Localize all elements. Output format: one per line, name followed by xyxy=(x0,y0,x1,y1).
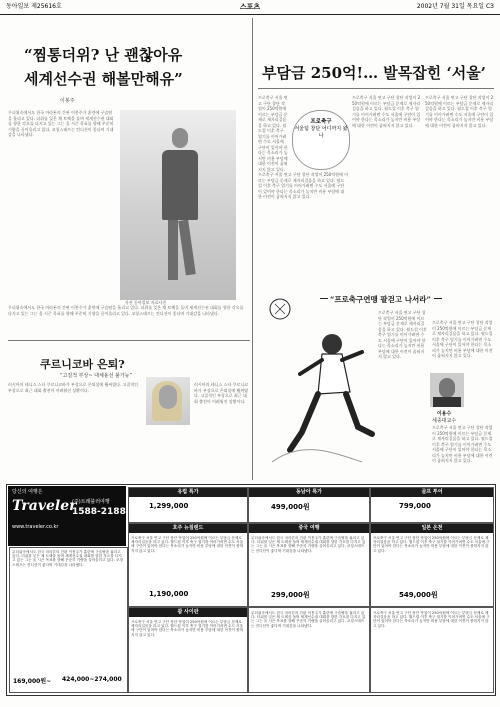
right-subheading: “프로축구연맹 팔걷고 나서라” xyxy=(330,295,431,304)
sub-article-body: 러시아의 테니스 스타 쿠르니코바가 부상으로 은퇴설에 휩싸였다. 고질적인 부상으로 최근 대회 출전이 어려워진 상황이다. xyxy=(8,382,138,393)
ad-heading: 골프 투어 xyxy=(371,488,493,497)
runner-leg xyxy=(168,220,178,280)
left-article-body: 무더위속에서도 한국 마라톤의 간판 이봉주가 훈련에 구슬땀을 흘리고 있다. 더위를 잊은 채 트랙을 돌며 세계선수권 대회를 향한 각오를 다지고 있는 그는 올 시즌 목표를 향해 꾸준히 기량을 끌어올리고 있다. 코칭스태프는 컨디션이 좋다며 기대감을 나타냈다. xyxy=(8,110,114,137)
ad-text: 프로축구 서울 연고 구단 창단 작업이 250억원에 이르는 부담금 문제로 제자리걸음을 하고 있다. 월드컵 이후 축구 열기를 이어가려면 수도 서울에 구단이 있어야 한다는 목소리가 높지만 비용 부담에 대한 이견이 좁혀지지 않고 있다. xyxy=(373,536,490,553)
ad-price: 169,000원~ xyxy=(13,678,52,685)
badge-text: 서울팀 창단 어디까지 왔나 xyxy=(294,126,348,139)
ad-text: 프로축구 서울 연고 구단 창단 작업이 250억원에 이르는 부담금 문제로 제자리걸음을 하고 있다. 월드컵 이후 축구 열기를 이어가려면 수도 서울에 구단이 있어야 한다는 목소리가 높지만 비용 부담에 대한 이견이 좁혀지지 않고 있다. xyxy=(373,611,490,628)
ad-heading: 일본 온천 xyxy=(371,524,493,533)
columnist-photo xyxy=(430,373,464,407)
ad-text: 프로축구 서울 연고 구단 창단 작업이 250억원에 이르는 부담금 문제로 제자리걸음을 하고 있다. 월드컵 이후 축구 열기를 이어가려면 수도 서울에 구단이 있어야 한다는 목소리가 높지만 비용 부담에 대한 이견이 좁혀지지 않고 있다. xyxy=(131,620,244,637)
ad-heading: 중국 여행 xyxy=(249,524,369,533)
column-body-right: 프로축구 서울 연고 구단 창단 작업이 250억원에 이르는 부담금 문제로 제자리걸음을 하고 있다. 월드컵 이후 축구 열기를 이어가려면 수도 서울에 구단이 있어야 한다는 목소리가 높지만 비용 부담에 대한 이견이 좁혀지지 않고 있다. xyxy=(432,320,493,358)
subhead-rule-right xyxy=(434,298,442,299)
left-headline-line2: 세계선수권 해볼만해유” xyxy=(24,70,183,88)
section-title: 스포츠 xyxy=(239,3,261,11)
ad-text: 프로축구 서울 연고 구단 창단 작업이 250억원에 이르는 부담금 문제로 제자리걸음을 하고 있다. 월드컵 이후 축구 열기를 이어가려면 수도 서울에 구단이 있어야 한다는 목소리가 높지만 비용 부담에 대한 이견이 좁혀지지 않고 있다. xyxy=(131,536,244,553)
sub-article-subtitle: “고질적 부상~ 대체용선 불가능” xyxy=(60,373,133,379)
travel-website: www.traveler.co.kr xyxy=(12,524,59,530)
column-divider xyxy=(252,18,253,480)
right-headline: 부담금 250억!… 발목잡힌 ‘서울’ xyxy=(262,64,486,82)
photo-caption: 사진 동아일보 자료사진 xyxy=(125,300,167,305)
travel-company: (주)트래블러여행 xyxy=(72,499,110,505)
newspaper-name: 동아일보 xyxy=(6,3,30,10)
columnist-name: 이용수 xyxy=(436,411,452,417)
travel-tagline: 당신의 여행은 xyxy=(12,489,43,495)
ad-price: 499,000원 xyxy=(271,503,310,511)
ad-box xyxy=(9,547,128,693)
ad-box xyxy=(128,523,248,607)
issue-date: 2002년 7월 31일 목요일 xyxy=(416,3,485,10)
series-badge xyxy=(292,110,350,170)
date-page xyxy=(417,0,494,14)
right-body-col1a: 프로축구 서울 연고 구단 창단 작업이 250억원에 이르는 부담금 문제로 제자리걸음을 하고 있다. 월드컵 이후 축구 열기를 이어가려면 수도 서울에 구단이 있어야 한다는 목소리가 높지만 비용 부담에 대한 이견이 좁혀지지 않고 있다. xyxy=(258,95,288,172)
ad-heading: 유럽 특가 xyxy=(129,488,247,497)
ad-heading: 호주 뉴질랜드 xyxy=(129,524,247,533)
ad-price: 1,299,000 xyxy=(149,502,189,510)
runner-leg xyxy=(178,220,196,276)
player-head xyxy=(322,334,342,354)
ad-price: 549,000원 xyxy=(399,591,438,599)
ad-heading: 괌 사이판 xyxy=(129,608,247,617)
ad-box xyxy=(128,487,248,523)
ad-price: 424,000~274,000 xyxy=(62,676,122,683)
columnist-suit xyxy=(433,397,461,407)
columnist-caption xyxy=(432,410,456,424)
ad-box xyxy=(248,607,370,693)
issue-number: 제25616호 xyxy=(31,3,62,10)
ad-box xyxy=(248,487,370,523)
ad-text: 무더위속에서도 한국 마라톤의 간판 이봉주가 훈련에 구슬땀을 흘리고 있다. 더위를 잊은 채 트랙을 돌며 세계선수권 대회를 향한 각오를 다지고 있는 그는 올 시즌 목표를 향해 꾸준히 기량을 끌어올리고 있다. 코칭스태프는 컨디션이 좋다며 기대감을 나타냈다. xyxy=(12,550,123,567)
page-number: C3 xyxy=(485,3,494,10)
runner-body xyxy=(162,150,198,220)
runner-head xyxy=(172,128,188,148)
ad-price: 1,190,000 xyxy=(149,590,189,598)
right-body-col2: 프로축구 서울 연고 구단 창단 작업이 250억원에 이르는 부담금 문제로 제자리걸음을 하고 있다. 월드컵 이후 축구 열기를 이어가려면 수도 서울에 구단이 있어야 한다는 목소리가 높지만 비용 부담에 대한 이견이 좁혀지지 않고 있다. xyxy=(352,95,421,128)
ad-box xyxy=(370,487,494,523)
column-body-bottom: 프로축구 서울 연고 구단 창단 작업이 250억원에 이르는 부담금 문제로 제자리걸음을 하고 있다. 월드컵 이후 축구 열기를 이어가려면 수도 서울에 구단이 있어야 한다는 목소리가 높지만 비용 부담에 대한 이견이 좁혀지지 않고 있다. xyxy=(432,425,493,463)
headline-rule xyxy=(258,88,494,89)
kournikova-photo xyxy=(146,377,190,425)
byline: 이봉주 xyxy=(60,98,75,104)
columnist-title: 세종대교수 xyxy=(432,418,457,424)
ad-text: 무더위속에서도 한국 마라톤의 간판 이봉주가 훈련에 구슬땀을 흘리고 있다. 더위를 잊은 채 트랙을 돌며 세계선수권 대회를 향한 각오를 다지고 있는 그는 올 시즌 목표를 향해 꾸준히 기량을 끌어올리고 있다. 코칭스태프는 컨디션이 좋다며 기대감을 나타냈다. xyxy=(251,536,366,553)
player-illustration xyxy=(262,322,377,472)
right-body-col3: 프로축구 서울 연고 구단 창단 작업이 250억원에 이르는 부담금 문제로 제자리걸음을 하고 있다. 월드컵 이후 축구 열기를 이어가려면 수도 서울에 구단이 있어야 한다는 목소리가 높지만 비용 부담에 대한 이견이 좁혀지지 않고 있다. xyxy=(425,95,494,128)
subhead-rule-left xyxy=(320,298,328,299)
ad-price: 799,000 xyxy=(399,502,431,510)
badge-label: 프로축구 xyxy=(310,119,332,125)
left-headline-line1: “찜통더위? 난 괜찮아유 xyxy=(24,46,183,64)
travel-ad-banner xyxy=(8,486,126,546)
column-body: 프로축구 서울 연고 구단 창단 작업이 250억원에 이르는 부담금 문제로 제자리걸음을 하고 있다. 월드컵 이후 축구 열기를 이어가려면 수도 서울에 구단이 있어야 한다는 목소리가 높지만 비용 부담에 대한 이견이 좁혀지지 않고 있다. xyxy=(378,310,427,359)
face xyxy=(159,385,177,409)
page-header xyxy=(0,0,500,15)
ad-price: 299,000원 xyxy=(271,591,310,599)
ad-text: 무더위속에서도 한국 마라톤의 간판 이봉주가 훈련에 구슬땀을 흘리고 있다. 더위를 잊은 채 트랙을 돌며 세계선수권 대회를 향한 각오를 다지고 있는 그는 올 시즌 목표를 향해 꾸준히 기량을 끌어올리고 있다. 코칭스태프는 컨디션이 좋다며 기대감을 나타냈다. xyxy=(251,611,366,628)
sub-article-body-right: 러시아의 테니스 스타 쿠르니코바가 부상으로 은퇴설에 휩싸였다. 고질적인 부상으로 최근 대회 출전이 어려워진 상황이다. xyxy=(194,382,249,404)
columnist-face xyxy=(439,378,455,398)
right-body-col1b: 프로축구 서울 연고 구단 창단 작업이 250억원에 이르는 부담금 문제로 제자리걸음을 하고 있다. 월드컵 이후 축구 열기를 이어가려면 수도 서울에 구단이 있어야 한다는 목소리가 높지만 비용 부담에 대한 이견이 좁혀지지 않고 있다. xyxy=(258,172,348,199)
travel-phone: 1588-2188 xyxy=(72,507,126,517)
ad-box xyxy=(128,607,248,693)
travel-logo: Traveler xyxy=(12,498,77,514)
ad-heading: 동남아 특가 xyxy=(249,488,369,497)
ad-box xyxy=(370,607,494,693)
sub-article-title: 쿠르니코바 은퇴? xyxy=(40,358,125,371)
runner-photo xyxy=(120,110,236,300)
ad-box xyxy=(370,523,494,607)
ad-box xyxy=(248,523,370,607)
left-article-body-continued: 무더위속에서도 한국 마라톤의 간판 이봉주가 훈련에 구슬땀을 흘리고 있다. 더위를 잊은 채 트랙을 돌며 세계선수권 대회를 향한 각오를 다지고 있는 그는 올 시즌 목표를 향해 꾸준히 기량을 끌어올리고 있다. 코칭스태프는 컨디션이 좋다며 기대감을 나타냈다. xyxy=(8,305,244,316)
